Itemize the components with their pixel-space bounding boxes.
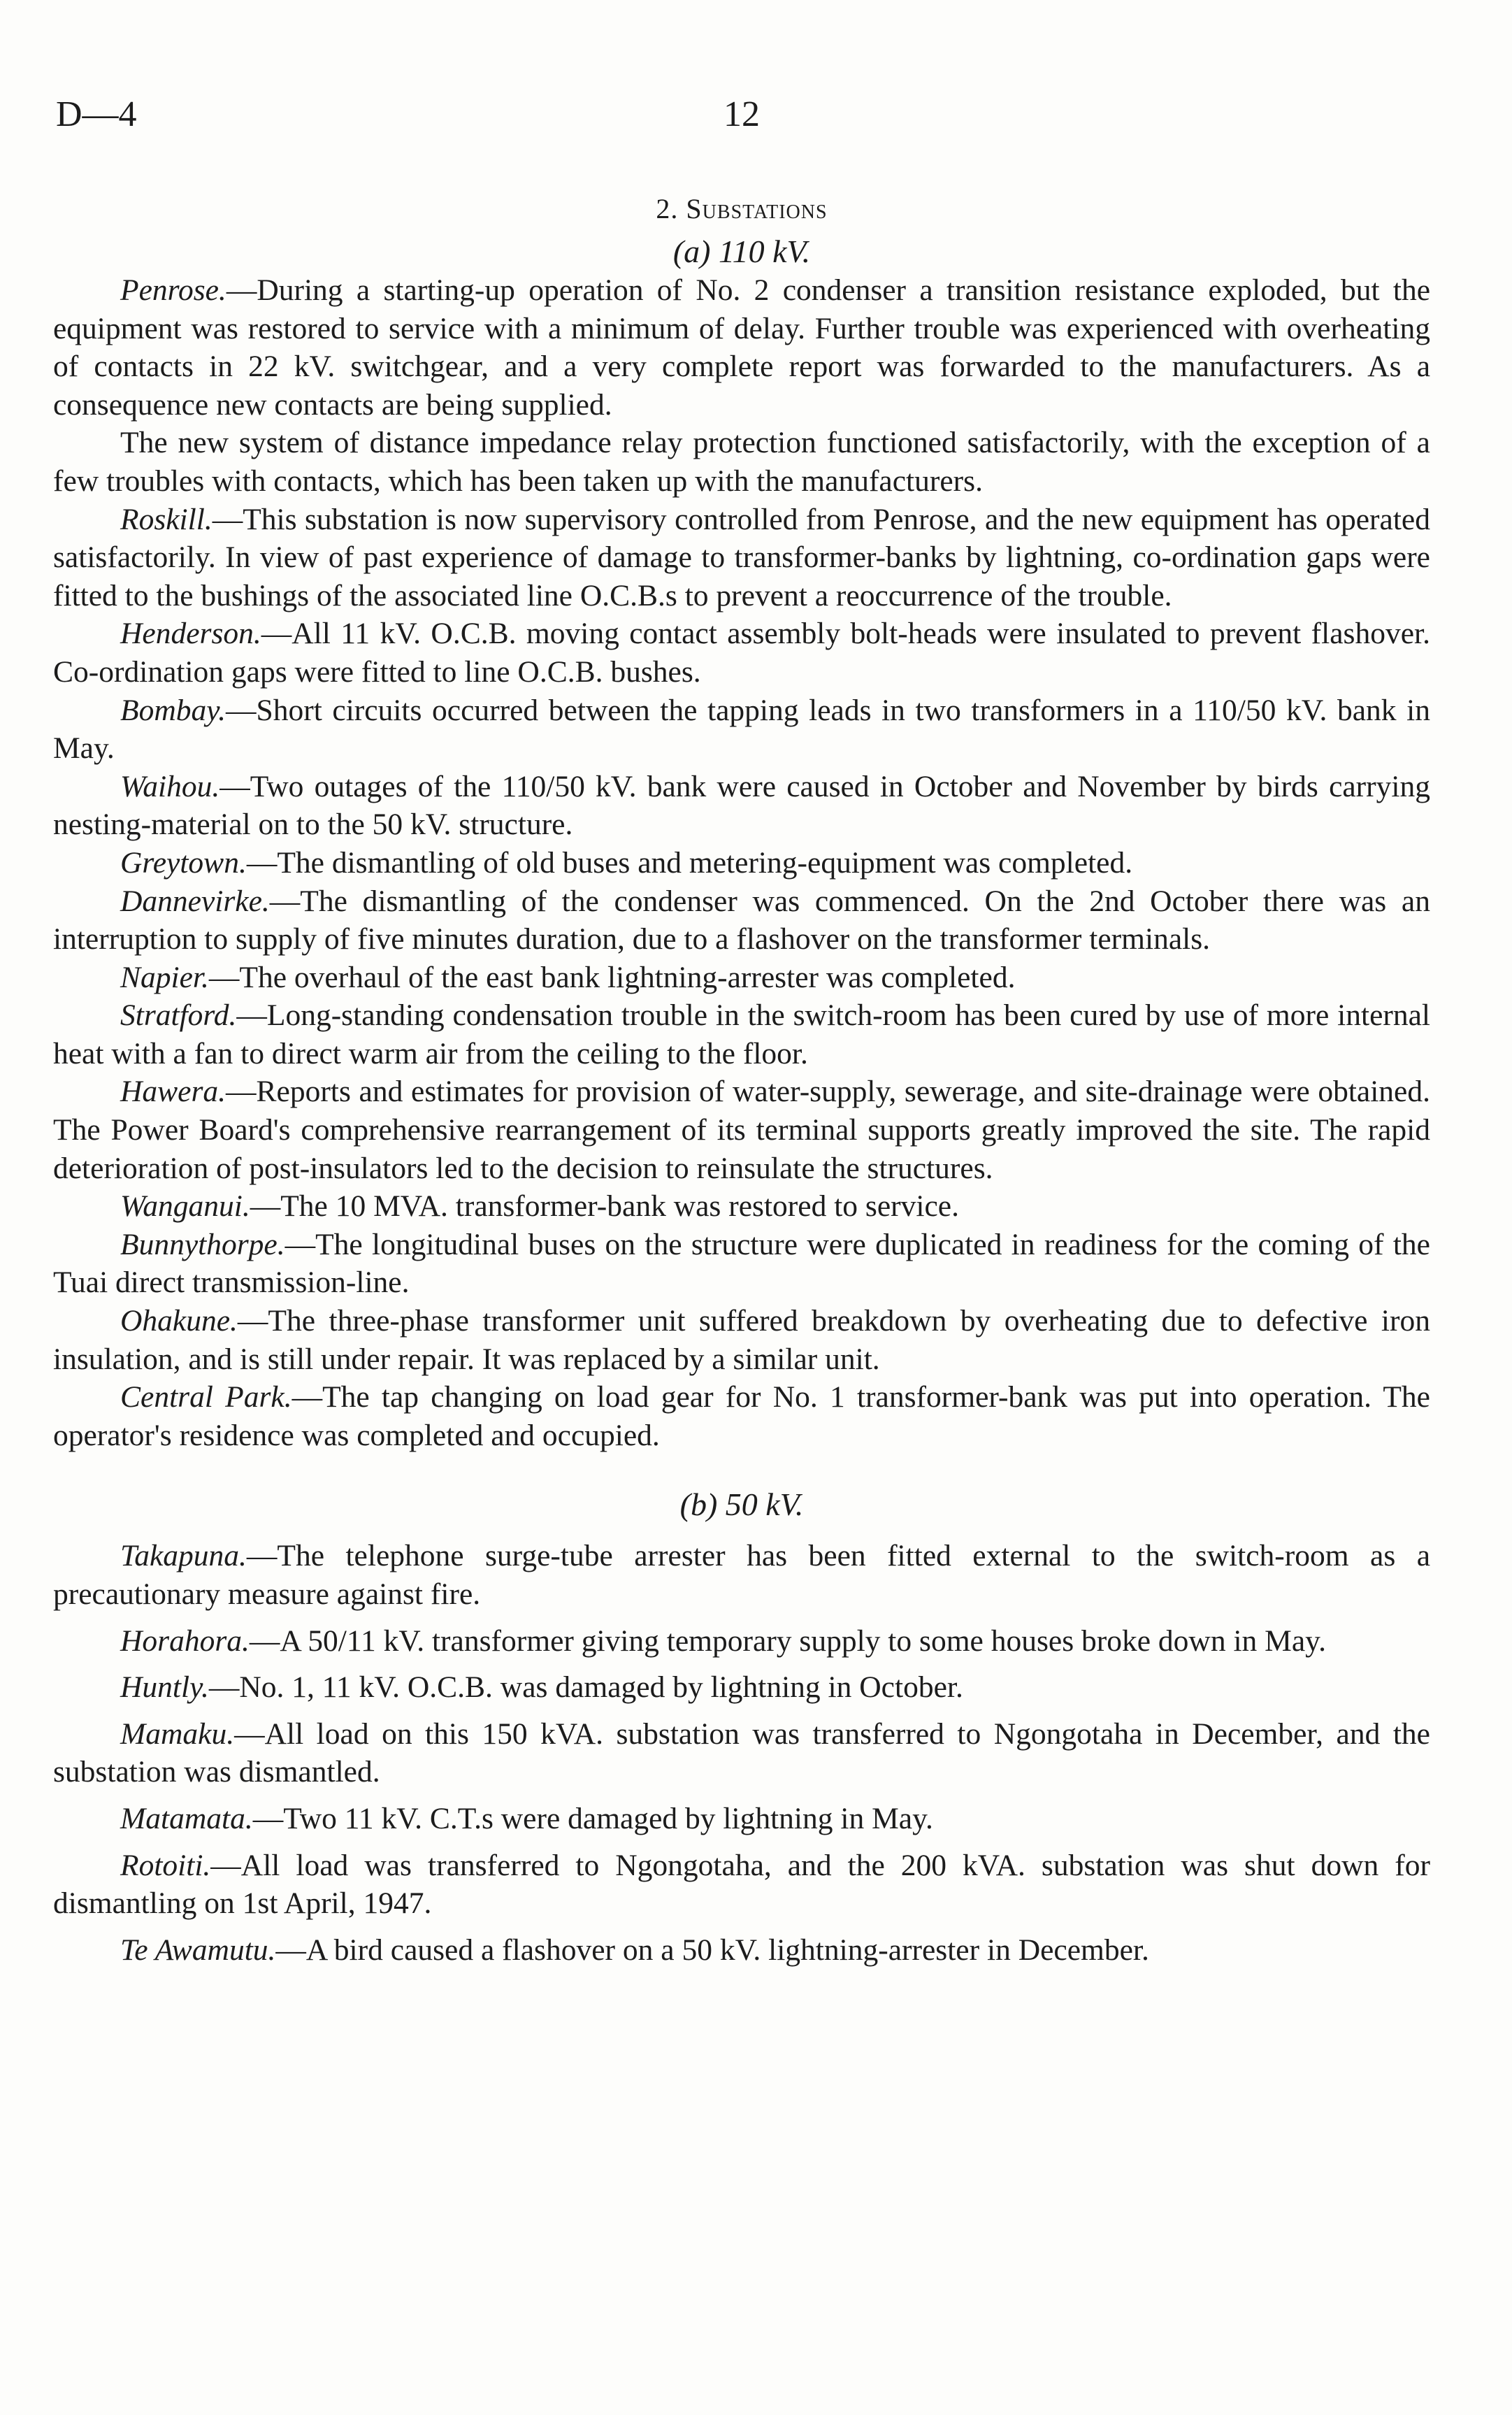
paragraph (53, 1187, 1430, 1226)
paragraph (53, 1800, 1430, 1838)
paragraph-text: —The overhaul of the east bank lightning-arrester was completed. (208, 960, 1016, 994)
subsection-b-label: (b) (679, 1486, 718, 1523)
subsection-b-body (53, 1537, 1430, 1969)
place-name: Roskill. (120, 502, 213, 536)
place-name: Greytown. (120, 845, 247, 880)
paragraph-text: —All load was transferred to Ngongotaha, and the 200 kVA. substation was shut down for dismantling on 1st April, 1947. (53, 1848, 1430, 1921)
paragraph (53, 1668, 1430, 1707)
paragraph (53, 1073, 1430, 1187)
place-name: Ohakune. (120, 1304, 238, 1338)
place-name: Te Awamutu. (120, 1933, 276, 1967)
section-number: 2. (656, 193, 679, 224)
place-name: Henderson. (120, 617, 261, 651)
subsection-b-voltage: 50 kV. (725, 1486, 804, 1523)
paragraph-text: —Two 11 kV. C.T.s were damaged by lightning in May. (252, 1801, 933, 1835)
paragraph-text: —The 10 MVA. transformer-bank was restored to service. (250, 1189, 959, 1224)
subsection-b-heading (53, 1485, 1430, 1524)
place-name: Matamata. (120, 1801, 253, 1835)
paragraph-text: —All load on this 150 kVA. substation was transferred to Ngongotaha in December, and the substation was dismantled. (53, 1717, 1430, 1789)
paragraph-text: —Long-standing condensation trouble in the switch-room has been cured by use of more internal heat with a fan to direct warm air from the ceiling to the floor. (53, 998, 1430, 1070)
paragraph (53, 271, 1430, 424)
place-name: Central Park. (120, 1380, 292, 1414)
paragraph (53, 1622, 1430, 1661)
place-name: Waihou. (120, 769, 220, 803)
place-name: Huntly. (120, 1670, 209, 1705)
paragraph (53, 1847, 1430, 1923)
subsection-a-body (53, 271, 1430, 1454)
paragraph (53, 1378, 1430, 1454)
paragraph (53, 615, 1430, 691)
paragraph-text: —The dismantling of the condenser was commenced. On the 2nd October there was an interruption to supply of five minutes duration, due to a flashover on the transformer terminals. (53, 884, 1430, 956)
paragraph-text: —The telephone surge-tube arrester has been fitted external to the switch-room as a precautionary measure against fire. (53, 1539, 1430, 1611)
paragraph (53, 501, 1430, 615)
place-name: Mamaku. (120, 1717, 235, 1751)
document-page (53, 84, 1430, 1977)
subsection-a-label: (a) (672, 234, 711, 269)
paragraph (53, 768, 1430, 844)
paragraph-text: —The longitudinal buses on the structure were duplicated in readiness for the coming of the Tuai direct transmission-line. (53, 1227, 1430, 1300)
subsection-a-voltage: 110 kV. (718, 234, 811, 269)
paragraph-text: —This substation is now supervisory controlled from Penrose, and the new equipment has operated satisfactorily. In view of past experience of damage to transformer-banks by lightning, co-ordination gaps were fitted to the bushings of the associated line O.C.B.s to prevent a reoccurrence of the trouble. (53, 502, 1430, 612)
place-name: Stratford. (120, 998, 237, 1033)
place-name: Wanganui. (120, 1189, 250, 1224)
paragraph-text: —Two outages of the 110/50 kV. bank were caused in October and November by birds carrying nesting-material on to the 50 kV. structure. (53, 769, 1430, 842)
paragraph-text: —A bird caused a flashover on a 50 kV. lightning-arrester in December. (275, 1933, 1149, 1967)
paragraph (53, 1715, 1430, 1791)
place-name: Hawera. (120, 1075, 226, 1109)
place-name: Napier. (120, 960, 209, 994)
paragraph-text: —The dismantling of old buses and metering-equipment was completed. (246, 845, 1133, 880)
paragraph-text: The new system of distance impedance relay protection functioned satisfactorily, with the exception of a few troubles with contacts, which has been taken up with the manufacturers. (53, 426, 1430, 498)
paragraph (53, 1537, 1430, 1613)
paragraph (53, 882, 1430, 959)
place-name: Bombay. (120, 693, 226, 727)
section-name: Substations (686, 193, 828, 224)
paragraph (53, 1931, 1430, 1970)
page-header (53, 84, 1430, 140)
paragraph-text: —No. 1, 11 kV. O.C.B. was damaged by lightning in October. (208, 1670, 963, 1705)
section-title (53, 190, 1430, 228)
place-name: Penrose. (120, 273, 226, 307)
paragraph-text: —During a starting-up operation of No. 2 condenser a transition resistance exploded, but the equipment was restored to service with a minimum of delay. Further trouble was experienced with overheating of contacts in 22 kV. switchgear, and a very complete report was forwarded to the manufacturers. As a consequence new contacts are being supplied. (53, 273, 1430, 422)
paragraph (53, 1226, 1430, 1302)
paragraph-text: —A 50/11 kV. transformer giving temporary supply to some houses broke down in May. (249, 1624, 1326, 1658)
paragraph (53, 691, 1430, 768)
paragraph (53, 959, 1430, 997)
paragraph-text: —The tap changing on load gear for No. 1 transformer-bank was put into operation. The operator's residence was completed and occupied. (53, 1380, 1430, 1452)
place-name: Rotoiti. (120, 1848, 211, 1882)
paragraph-text: —Reports and estimates for provision of water-supply, sewerage, and site-drainage were obtained. The Power Board's comprehensive rearrangement of its terminal supports greatly improved the site. The rapid deterioration of post-insulators led to the decision to reinsulate the structures. (53, 1075, 1430, 1185)
place-name: Horahora. (120, 1624, 250, 1658)
place-name: Bunnythorpe. (120, 1227, 285, 1261)
paragraph (53, 424, 1430, 500)
place-name: Takapuna. (120, 1539, 247, 1573)
page-number: 12 (723, 94, 760, 134)
document-id: D—4 (56, 94, 137, 134)
paragraph (53, 996, 1430, 1073)
place-name: Dannevirke. (120, 884, 270, 918)
paragraph-text: —Short circuits occurred between the tapping leads in two transformers in a 110/50 kV. bank in May. (53, 693, 1430, 766)
subsection-a-heading (53, 232, 1430, 271)
paragraph-text: —The three-phase transformer unit suffered breakdown by overheating due to defective iron insulation, and is still under repair. It was replaced by a similar unit. (53, 1304, 1430, 1376)
paragraph (53, 844, 1430, 882)
paragraph-text: —All 11 kV. O.C.B. moving contact assembly bolt-heads were insulated to prevent flashover. Co-ordination gaps were fitted to line O.C.B. bushes. (53, 617, 1430, 689)
paragraph (53, 1302, 1430, 1378)
